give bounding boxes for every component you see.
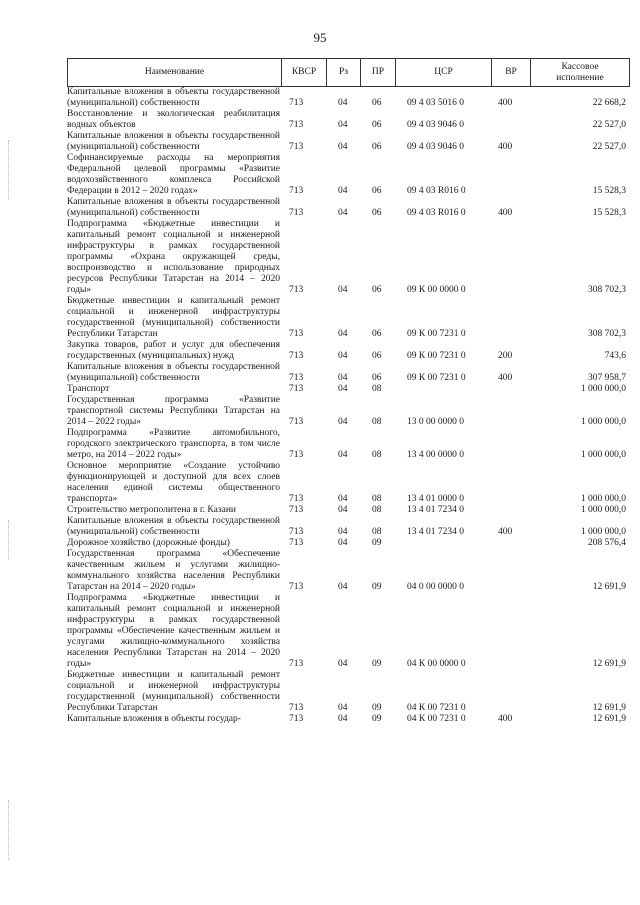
row-sum: 12 691,9 <box>592 714 626 724</box>
row-pr: 09 <box>372 714 382 724</box>
row-rz: 04 <box>338 285 348 295</box>
row-csr: 09 К 00 7231 0 <box>407 351 466 361</box>
row-kvsr: 713 <box>289 120 304 130</box>
row-kvsr: 713 <box>289 417 304 427</box>
row-sum: 15 528,3 <box>592 208 626 218</box>
row-csr: 13 4 00 0000 0 <box>407 450 464 460</box>
row-pr: 06 <box>372 98 382 108</box>
row-sum: 307 958,7 <box>588 373 626 383</box>
row-pr: 06 <box>372 329 382 339</box>
row-name: Строительство метрополитена в г. Казани <box>67 505 236 515</box>
row-vr: 400 <box>498 142 513 152</box>
row-sum: 1 000 000,0 <box>580 417 626 427</box>
row-name: Подпрограмма «Развитие автомобильного, городского электрического транспорта, в том числе метро, на 2014 – 2022 годы» <box>67 428 280 460</box>
row-pr: 06 <box>372 186 382 196</box>
row-sum: 1 000 000,0 <box>580 494 626 504</box>
header-pr: ПР <box>361 59 396 87</box>
row-kvsr: 713 <box>289 373 304 383</box>
row-vr: 400 <box>498 373 513 383</box>
row-pr: 09 <box>372 582 382 592</box>
row-sum: 12 691,9 <box>592 582 626 592</box>
row-csr: 09 К 00 7231 0 <box>407 373 466 383</box>
scan-artifact <box>8 140 11 200</box>
row-sum: 208 576,4 <box>588 538 626 548</box>
row-rz: 04 <box>338 538 348 548</box>
table-row <box>67 296 630 340</box>
row-kvsr: 713 <box>289 329 304 339</box>
scan-artifact <box>8 800 11 860</box>
row-vr: 400 <box>498 714 513 724</box>
header-name: Наименование <box>68 59 282 87</box>
row-rz: 04 <box>338 417 348 427</box>
row-pr: 06 <box>372 373 382 383</box>
row-kvsr: 713 <box>289 494 304 504</box>
row-pr: 09 <box>372 538 382 548</box>
row-name: Капитальные вложения в объекты государственной (муниципальной) собственности <box>67 197 280 218</box>
table-row <box>67 384 630 395</box>
row-kvsr: 713 <box>289 98 304 108</box>
row-kvsr: 713 <box>289 450 304 460</box>
header-csr: ЦСР <box>396 59 492 87</box>
table-row <box>67 428 630 461</box>
table-row <box>67 131 630 153</box>
row-rz: 04 <box>338 659 348 669</box>
row-rz: 04 <box>338 703 348 713</box>
table-row <box>67 109 630 131</box>
header-kvsr: КВСР <box>282 59 327 87</box>
row-pr: 08 <box>372 450 382 460</box>
row-kvsr: 713 <box>289 582 304 592</box>
row-name: Капитальные вложения в объекты государственной (муниципальной) собственности <box>67 516 280 537</box>
row-sum: 1 000 000,0 <box>580 384 626 394</box>
table-row <box>67 197 630 219</box>
row-sum: 22 668,2 <box>592 98 626 108</box>
table-body <box>67 87 630 725</box>
table-row <box>67 593 630 670</box>
table-row <box>67 461 630 505</box>
row-csr: 04 К 00 7231 0 <box>407 703 466 713</box>
header-sum-line1: Кассовое <box>561 61 599 72</box>
row-sum: 22 527,0 <box>592 120 626 130</box>
row-csr: 09 4 03 R016 0 <box>407 186 466 196</box>
row-pr: 09 <box>372 703 382 713</box>
row-pr: 08 <box>372 384 382 394</box>
row-sum: 743,6 <box>604 351 626 361</box>
row-kvsr: 713 <box>289 538 304 548</box>
row-kvsr: 713 <box>289 186 304 196</box>
row-name: Дорожное хозяйство (дорожные фонды) <box>67 538 230 548</box>
header-vr: ВР <box>492 59 531 87</box>
row-pr: 06 <box>372 285 382 295</box>
row-name: Восстановление и экологическая реабилитация водных объектов <box>67 109 280 130</box>
row-name: Софинансируемые расходы на мероприятия Федеральной целевой программы «Развитие водохозяйственного комплекса Российской Федерации в 2012 – 2020 годах» <box>67 153 280 196</box>
row-name: Государственная программа «Обеспечение качественным жильем и услугами жилищно-коммунального хозяйства населения Республики Татарстан на 2014 – 2020 годы» <box>67 549 280 592</box>
row-pr: 08 <box>372 527 382 537</box>
table-row <box>67 87 630 109</box>
row-name: Подпрограмма «Бюджетные инвестиции и капитальный ремонт социальной и инженерной инфраструктуры в рамках государственной программы «Обеспечение качественным жильем и услугами жилищно-коммунального хозяйства населения Республики Татарстан на 2014 – 2020 годы» <box>67 593 280 669</box>
table-row <box>67 549 630 593</box>
table-row <box>67 340 630 362</box>
row-kvsr: 713 <box>289 142 304 152</box>
row-kvsr: 713 <box>289 659 304 669</box>
row-csr: 09 4 03 R016 0 <box>407 208 466 218</box>
row-rz: 04 <box>338 505 348 515</box>
row-kvsr: 713 <box>289 285 304 295</box>
row-pr: 06 <box>372 351 382 361</box>
row-rz: 04 <box>338 527 348 537</box>
table-row <box>67 505 630 516</box>
row-csr: 09 4 03 9046 0 <box>407 142 464 152</box>
row-kvsr: 713 <box>289 208 304 218</box>
row-csr: 04 К 00 0000 0 <box>407 659 466 669</box>
row-name: Капитальные вложения в объекты государственной (муниципальной) собственности <box>67 362 280 383</box>
row-pr: 08 <box>372 417 382 427</box>
row-csr: 13 4 01 0000 0 <box>407 494 464 504</box>
row-csr: 09 4 03 5016 0 <box>407 98 464 108</box>
row-vr: 400 <box>498 98 513 108</box>
row-sum: 15 528,3 <box>592 186 626 196</box>
row-csr: 13 4 01 7234 0 <box>407 527 464 537</box>
row-rz: 04 <box>338 329 348 339</box>
row-sum: 308 702,3 <box>588 329 626 339</box>
table-row <box>67 153 630 197</box>
row-sum: 1 000 000,0 <box>580 505 626 515</box>
scan-artifact <box>8 520 11 560</box>
row-sum: 1 000 000,0 <box>580 527 626 537</box>
row-csr: 09 4 03 9046 0 <box>407 120 464 130</box>
row-vr: 200 <box>498 351 513 361</box>
row-sum: 12 691,9 <box>592 703 626 713</box>
row-rz: 04 <box>338 98 348 108</box>
row-rz: 04 <box>338 373 348 383</box>
table-row <box>67 516 630 538</box>
row-rz: 04 <box>338 494 348 504</box>
row-pr: 09 <box>372 659 382 669</box>
table-header <box>67 58 630 87</box>
row-name: Закупка товаров, работ и услуг для обеспечения государственных (муниципальных) нужд <box>67 340 280 361</box>
header-sum <box>531 59 630 87</box>
row-kvsr: 713 <box>289 527 304 537</box>
row-csr: 04 0 00 0000 0 <box>407 582 464 592</box>
page-number: 95 <box>313 30 327 45</box>
row-csr: 09 К 00 7231 0 <box>407 329 466 339</box>
row-name: Государственная программа «Развитие транспортной системы Республики Татарстан на 2014 – 2022 годы» <box>67 395 280 427</box>
row-kvsr: 713 <box>289 505 304 515</box>
row-kvsr: 713 <box>289 714 304 724</box>
row-name: Капитальные вложения в объекты государ- <box>67 714 241 724</box>
header-sum-line2: исполнение <box>556 72 604 83</box>
table-row <box>67 219 630 296</box>
table-row <box>67 538 630 549</box>
row-name: Капитальные вложения в объекты государственной (муниципальной) собственности <box>67 131 280 152</box>
row-rz: 04 <box>338 142 348 152</box>
row-sum: 22 527,0 <box>592 142 626 152</box>
row-rz: 04 <box>338 351 348 361</box>
row-pr: 08 <box>372 505 382 515</box>
row-pr: 06 <box>372 208 382 218</box>
row-kvsr: 713 <box>289 703 304 713</box>
row-name: Транспорт <box>67 384 110 394</box>
row-vr: 400 <box>498 527 513 537</box>
row-rz: 04 <box>338 186 348 196</box>
table-row <box>67 714 630 725</box>
row-name: Основное мероприятие «Создание устойчиво функционирующей и доступной для всех слоев населения единой системы общественного транспорта» <box>67 461 280 504</box>
row-pr: 08 <box>372 494 382 504</box>
row-csr: 09 К 00 0000 0 <box>407 285 466 295</box>
row-rz: 04 <box>338 714 348 724</box>
row-name: Бюджетные инвестиции и капитальный ремонт социальной и инженерной инфраструктуры государственной (муниципальной) собственности Республики Татарстан <box>67 296 280 339</box>
row-sum: 308 702,3 <box>588 285 626 295</box>
row-name: Бюджетные инвестиции и капитальный ремонт социальной и инженерной инфраструктуры государственной (муниципальной) собственности Республики Татарстан <box>67 670 280 713</box>
table-row <box>67 362 630 384</box>
row-csr: 04 К 00 7231 0 <box>407 714 466 724</box>
row-kvsr: 713 <box>289 351 304 361</box>
row-rz: 04 <box>338 450 348 460</box>
row-rz: 04 <box>338 384 348 394</box>
row-rz: 04 <box>338 208 348 218</box>
row-kvsr: 713 <box>289 384 304 394</box>
row-sum: 1 000 000,0 <box>580 450 626 460</box>
row-csr: 13 4 01 7234 0 <box>407 505 464 515</box>
row-rz: 04 <box>338 582 348 592</box>
row-pr: 06 <box>372 120 382 130</box>
row-rz: 04 <box>338 120 348 130</box>
row-csr: 13 0 00 0000 0 <box>407 417 464 427</box>
row-pr: 06 <box>372 142 382 152</box>
row-vr: 400 <box>498 208 513 218</box>
header-rz: Рз <box>327 59 361 87</box>
table-row <box>67 670 630 714</box>
row-sum: 12 691,9 <box>592 659 626 669</box>
row-name: Подпрограмма «Бюджетные инвестиции и капитальный ремонт социальной и инженерной инфраструктуры в рамках государственной программы «Охрана окружающей среды, воспроизводство и использование природных ресурсов Республики Татарстан на 2014 – 2020 годы» <box>67 219 280 295</box>
table-row <box>67 395 630 428</box>
row-name: Капитальные вложения в объекты государственной (муниципальной) собственности <box>67 87 280 108</box>
